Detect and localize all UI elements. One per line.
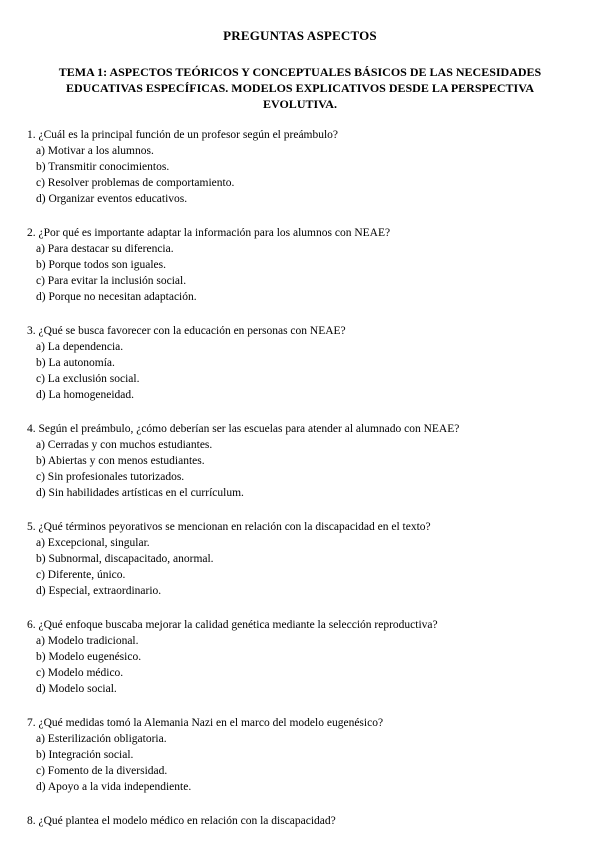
answer-options bbox=[27, 143, 577, 207]
question-7 bbox=[27, 715, 577, 795]
question-text: 7. ¿Qué medidas tomó la Alemania Nazi en el marco del modelo eugenésico? bbox=[27, 717, 384, 729]
answer-option: d) Organizar eventos educativos. bbox=[36, 193, 188, 205]
answer-option: d) Sin habilidades artísticas en el currículum. bbox=[36, 487, 244, 499]
answer-option: d) Modelo social. bbox=[36, 683, 117, 695]
answer-option: b) Subnormal, discapacitado, anormal. bbox=[36, 553, 214, 565]
page-title: PREGUNTAS ASPECTOS bbox=[223, 28, 377, 43]
answer-options bbox=[27, 535, 577, 599]
answer-options bbox=[27, 241, 577, 305]
answer-option: a) La dependencia. bbox=[36, 341, 124, 353]
answer-option: b) La autonomía. bbox=[36, 357, 115, 369]
question-list bbox=[27, 127, 577, 847]
question-text: 2. ¿Por qué es importante adaptar la información para los alumnos con NEAE? bbox=[27, 227, 391, 239]
answer-option: c) Resolver problemas de comportamiento. bbox=[36, 177, 235, 189]
answer-options bbox=[27, 731, 577, 795]
question-text: 5. ¿Qué términos peyorativos se mencionan en relación con la discapacidad en el texto? bbox=[27, 521, 431, 533]
answer-option: c) Modelo médico. bbox=[36, 667, 124, 679]
question-text: 3. ¿Qué se busca favorecer con la educación en personas con NEAE? bbox=[27, 325, 346, 337]
answer-options bbox=[27, 633, 577, 697]
question-8 bbox=[27, 813, 577, 829]
answer-option: c) Fomento de la diversidad. bbox=[36, 765, 168, 777]
answer-option: a) Esterilización obligatoria. bbox=[36, 733, 167, 745]
answer-option: a) Cerradas y con muchos estudiantes. bbox=[36, 439, 213, 451]
answer-options bbox=[27, 339, 577, 403]
answer-option: b) Transmitir conocimientos. bbox=[36, 161, 170, 173]
answer-option: a) Motivar a los alumnos. bbox=[36, 145, 154, 157]
answer-option: c) Sin profesionales tutorizados. bbox=[36, 471, 185, 483]
question-4 bbox=[27, 421, 577, 501]
answer-option: b) Abiertas y con menos estudiantes. bbox=[36, 455, 205, 467]
answer-options bbox=[27, 437, 577, 501]
answer-option: d) Especial, extraordinario. bbox=[36, 585, 162, 597]
question-text: 1. ¿Cuál es la principal función de un profesor según el preámbulo? bbox=[27, 129, 339, 141]
answer-option: c) Diferente, único. bbox=[36, 569, 126, 581]
answer-option: c) Para evitar la inclusión social. bbox=[36, 275, 187, 287]
question-2 bbox=[27, 225, 577, 305]
question-text: 6. ¿Qué enfoque buscaba mejorar la calidad genética mediante la selección reproductiva? bbox=[27, 619, 438, 631]
answer-option: b) Porque todos son iguales. bbox=[36, 259, 167, 271]
question-6 bbox=[27, 617, 577, 697]
answer-option: a) Excepcional, singular. bbox=[36, 537, 150, 549]
answer-option: b) Integración social. bbox=[36, 749, 134, 761]
question-text: 8. ¿Qué plantea el modelo médico en relación con la discapacidad? bbox=[27, 815, 336, 827]
topic-heading: TEMA 1: ASPECTOS TEÓRICOS Y CONCEPTUALES BÁSICOS DE LAS NECESIDADES EDUCATIVAS ESPECÍFICAS. MODELOS EXPLICATIVOS DESDE LA PERSPECTIVA EVOLUTIVA. bbox=[58, 65, 542, 111]
answer-option: b) Modelo eugenésico. bbox=[36, 651, 142, 663]
answer-option: a) Modelo tradicional. bbox=[36, 635, 139, 647]
answer-option: d) Porque no necesitan adaptación. bbox=[36, 291, 197, 303]
question-5 bbox=[27, 519, 577, 599]
question-3 bbox=[27, 323, 577, 403]
answer-option: d) La homogeneidad. bbox=[36, 389, 135, 401]
answer-option: a) Para destacar su diferencia. bbox=[36, 243, 174, 255]
answer-option: c) La exclusión social. bbox=[36, 373, 140, 385]
question-1 bbox=[27, 127, 577, 207]
question-text: 4. Según el preámbulo, ¿cómo deberían ser las escuelas para atender al alumnado con NEAE? bbox=[27, 423, 460, 435]
answer-option: d) Apoyo a la vida independiente. bbox=[36, 781, 192, 793]
